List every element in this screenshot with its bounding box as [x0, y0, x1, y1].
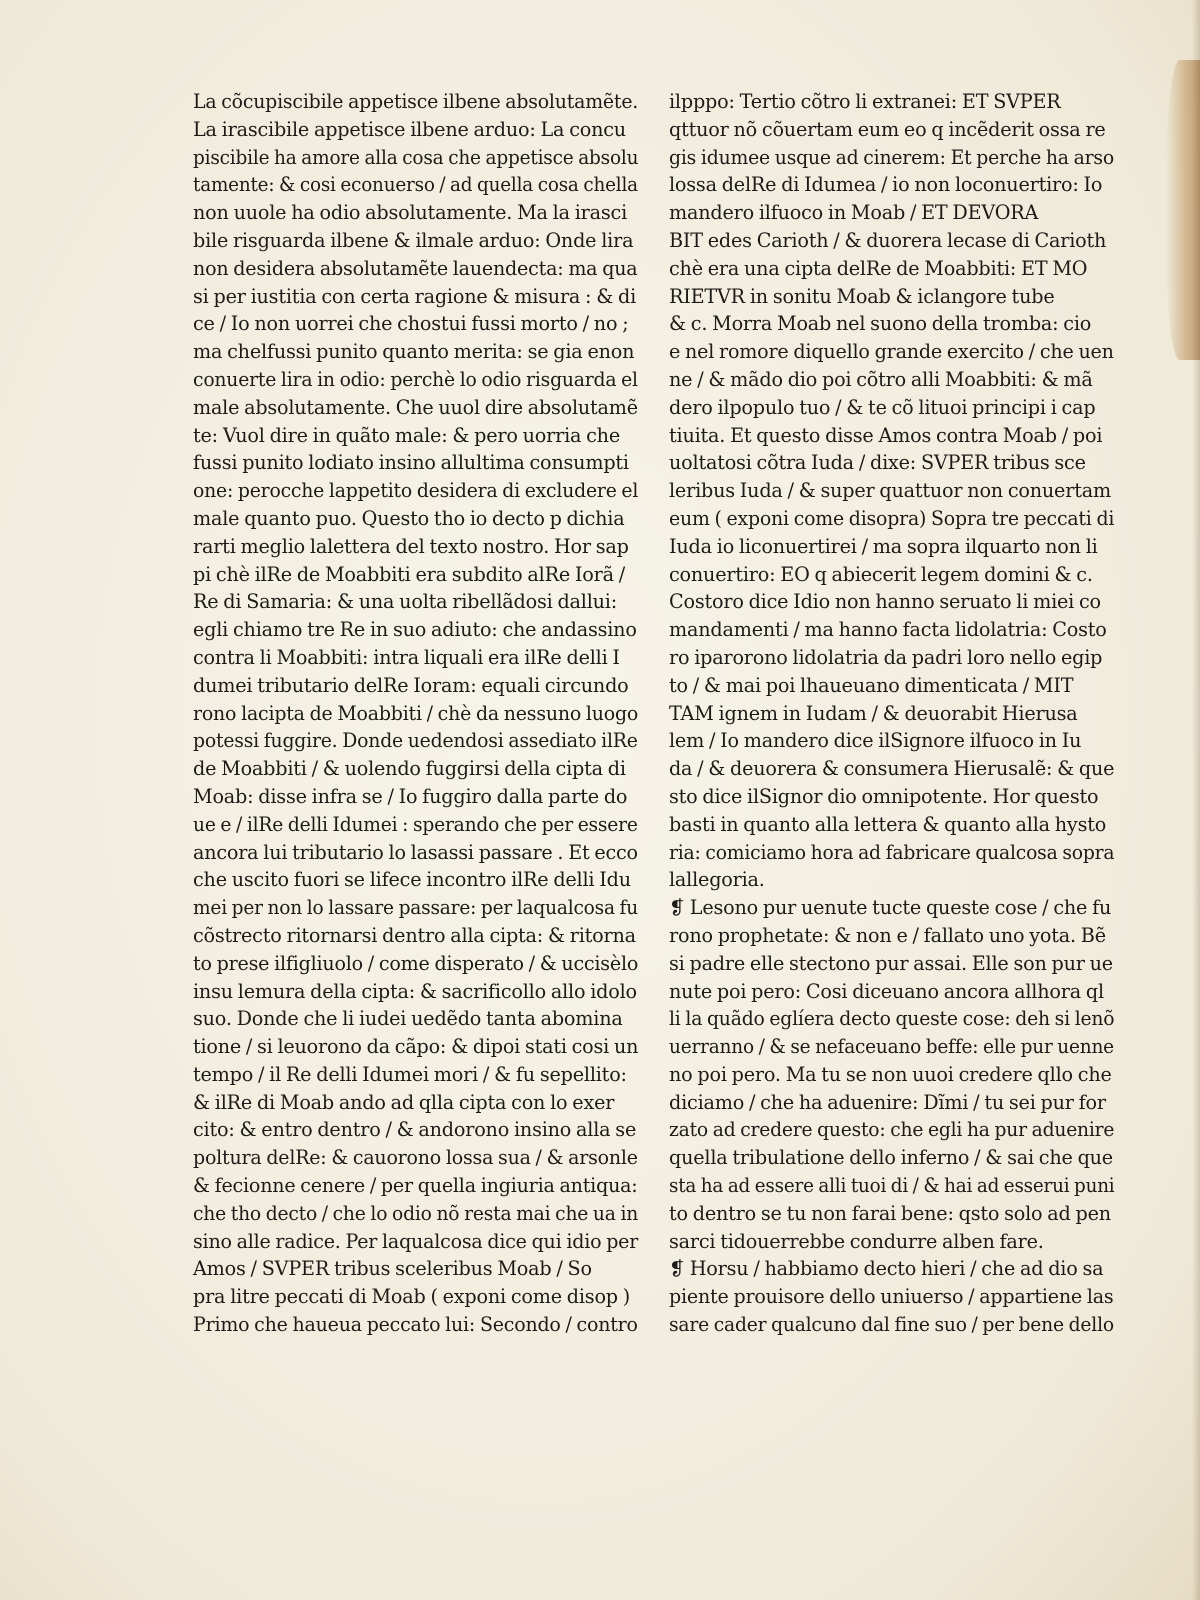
text-line: Amos / SVPER tribus sceleribus Moab / So	[193, 1257, 592, 1281]
text-line: diciamo / che ha aduenire: Dĩmi / tu sei pur for	[669, 1090, 1106, 1114]
text-line: chè era una cipta delRe de Moabbiti: ET MO	[669, 256, 1088, 280]
text-line: piscibile ha amore alla cosa che appetisce absolu	[193, 145, 639, 169]
text-line: tiuita. Et questo disse Amos contra Moab / poi	[669, 423, 1103, 447]
text-line: no poi pero. Ma tu se non uuoi credere qllo che	[669, 1062, 1112, 1086]
text-line: lossa delRe di Idumea / io non loconuertiro: Io	[669, 173, 1103, 197]
text-line: che tho decto / che lo odio nõ resta mai che ua in	[193, 1201, 639, 1225]
text-line: uerranno / & se nefaceuano beffe: elle pur uenne	[669, 1035, 1114, 1059]
text-line: ne / & mãdo dio poi cõtro alli Moabbiti: & mã	[669, 367, 1093, 391]
text-line: Costoro dice Idio non hanno seruato li miei co	[669, 590, 1101, 614]
text-line: ro iparorono lidolatria da padri loro nello egip	[669, 645, 1103, 669]
text-line: ue e / ilRe delli Idumei : sperando che per essere	[193, 812, 638, 836]
text-line: sto dice ilSignor dio omnipotente. Hor questo	[669, 784, 1099, 808]
text-line: RIETVR in sonitu Moab & iclangore tube	[669, 284, 1055, 308]
text-line: li la quãdo eglíera decto queste cose: deh si lenõ	[669, 1007, 1115, 1031]
text-line: de Moabbiti / & uolendo fuggirsi della cipta di	[193, 757, 626, 781]
text-line: eum ( exponi come disopra) Sopra tre peccati di	[669, 506, 1115, 530]
text-line: Moab: disse infra se / Io fuggiro dalla parte do	[193, 784, 628, 808]
text-line: suo. Donde che li iudei uedẽdo tanta abomina	[193, 1007, 623, 1031]
text-line: lallegoria.	[669, 868, 765, 892]
text-line: ilpppo: Tertio cõtro li extranei: ET SVPER	[669, 90, 1061, 113]
text-line: tione / si leuorono da cãpo: & dipoi stati cosi un	[193, 1035, 639, 1059]
text-line: si padre elle stectono pur assai. Elle son pur ue	[669, 951, 1113, 975]
text-line: da / & deuorera & consumera Hierusalẽ: & que	[669, 757, 1115, 781]
text-line: mei per non lo lassare passare: per laqualcosa fu	[193, 896, 639, 920]
text-line: dero ilpopulo tuo / & te cõ lituoi principi i cap	[669, 395, 1096, 419]
right-text-column	[669, 88, 1114, 1339]
text-line: zato ad credere questo: che egli ha pur aduenire	[669, 1118, 1115, 1142]
text-line: tempo / il Re delli Idumei mori / & fu sepellito:	[193, 1062, 627, 1086]
text-line: leribus Iuda / & super quattuor non conuertam	[669, 479, 1111, 503]
text-line: rono lacipta de Moabbiti / chè da nessuno luogo	[193, 701, 639, 725]
text-line: ma chelfussi punito quanto merita: se gia enon	[193, 340, 635, 364]
text-line: bile risguarda ilbene & ilmale arduo: Onde lira	[193, 228, 634, 252]
text-line: tamente: & cosi econuerso / ad quella cosa chella	[193, 173, 638, 197]
text-line: Iuda io liconuertirei / ma sopra ilquarto non li	[669, 534, 1098, 558]
text-line: ce / Io non uorrei che chostui fussi morto / no ;	[193, 312, 629, 336]
left-text-column	[193, 88, 638, 1339]
text-line: BIT edes Carioth / & duorera lecase di Carioth	[669, 228, 1107, 252]
text-line: to dentro se tu non farai bene: qsto solo ad pen	[669, 1201, 1111, 1225]
text-line: si per iustitia con certa ragione & misura : & di	[193, 284, 637, 308]
text-line: male quanto puo. Questo tho io decto p dichia	[193, 506, 625, 530]
text-line: dumei tributario delRe Ioram: equali circundo	[193, 673, 629, 697]
text-line: TAM ignem in Iudam / & deuorabit Hierusa	[669, 701, 1078, 725]
text-line: sino alle radice. Per laqualcosa dice qui idio per	[193, 1229, 639, 1253]
text-line: & c. Morra Moab nel suono della tromba: cio	[669, 312, 1092, 336]
text-line: pi chè ilRe de Moabbiti era subdito alRe Iorã /	[193, 562, 625, 586]
text-line: cõstrecto ritornarsi dentro alla cipta: & ritorna	[193, 923, 636, 947]
text-line: conuerte lira in odio: perchè lo odio risguarda el	[193, 367, 638, 391]
text-line: La cõcupiscibile appetisce ilbene absolutamẽte.	[193, 90, 639, 113]
text-line: conuertiro: EO q abiecerit legem domini & c.	[669, 562, 1093, 586]
text-line: uoltatosi cõtra Iuda / dixe: SVPER tribus sce	[669, 451, 1086, 475]
page-edge-shadow	[1192, 0, 1200, 1600]
text-line: ria: comiciamo hora ad fabricare qualcosa sopra	[669, 840, 1115, 864]
text-line: nute poi pero: Cosi diceuano ancora allhora ql	[669, 979, 1104, 1003]
text-line: qttuor nõ cõuertam eum eo q incẽderit ossa re	[669, 117, 1106, 141]
text-line: insu lemura della cipta: & sacrificollo allo idolo	[193, 979, 637, 1003]
text-line: e nel romore diquello grande exercito / che uen	[669, 340, 1114, 364]
text-line: quella tribulatione dello inferno / & sai che que	[669, 1146, 1113, 1170]
text-line: rono prophetate: & non e / fallato uno yota. Bẽ	[669, 923, 1106, 947]
text-line: potessi fuggire. Donde uedendosi assediato ilRe	[193, 729, 638, 753]
text-line: ancora lui tributario lo lasassi passare . Et ecco	[193, 840, 638, 864]
text-line: Re di Samaria: & una uolta ribellãdosi dallui:	[193, 590, 618, 614]
text-line: Primo che haueua peccato lui: Secondo / contro	[193, 1313, 638, 1337]
text-line: basti in quanto alla lettera & quanto alla hysto	[669, 812, 1107, 836]
text-line: lem / Io mandero dice ilSignore ilfuoco in Iu	[669, 729, 1082, 753]
text-line: non desidera absolutamẽte lauendecta: ma qua	[193, 256, 638, 280]
text-line: piente prouisore dello uniuerso / appartiene las	[669, 1285, 1114, 1309]
text-line: rarti meglio lalettera del texto nostro. Hor sap	[193, 534, 629, 558]
text-line: gis idumee usque ad cinerem: Et perche ha arso	[669, 145, 1114, 169]
text-line: to prese ilfigliuolo / come disperato / & uccisèlo	[193, 951, 639, 975]
text-line: cito: & entro dentro / & andorono insino alla se	[193, 1118, 637, 1142]
text-line: & ilRe di Moab ando ad qlla cipta con lo exer	[193, 1090, 615, 1114]
text-line: one: perocche lappetito desidera di excludere el	[193, 479, 639, 503]
text-line: contra li Moabbiti: intra liquali era ilRe delli I	[193, 645, 620, 669]
text-line: poltura delRe: & cauorono lossa sua / & arsonle	[193, 1146, 638, 1170]
text-line: sarci tidouerrebbe condurre alben fare.	[669, 1229, 1044, 1253]
text-line: to / & mai poi lhaueuano dimenticata / MIT	[669, 673, 1074, 697]
text-line: ❡ Horsu / habbiamo decto hieri / che ad dio sa	[669, 1257, 1104, 1281]
text-line: te: Vuol dire in quãto male: & pero uorria che	[193, 423, 620, 447]
text-line: non uuole ha odio absolutamente. Ma la irasci	[193, 201, 628, 225]
text-line: fussi punito lodiato insino allultima consumpti	[193, 451, 629, 475]
text-line: mandamenti / ma hanno facta lidolatria: Costo	[669, 618, 1107, 642]
text-line: male absolutamente. Che uuol dire absolutamẽ	[193, 395, 638, 419]
text-line: & fecionne cenere / per quella ingiuria antiqua:	[193, 1174, 638, 1198]
text-line: pra litre peccati di Moab ( exponi come disop )	[193, 1285, 631, 1309]
text-line: ❡ Lesono pur uenute tucte queste cose / che fu	[669, 896, 1112, 920]
text-line: sare cader qualcuno dal fine suo / per bene dello	[669, 1313, 1114, 1337]
text-line: egli chiamo tre Re in suo adiuto: che andassino	[193, 618, 637, 642]
text-line: sta ha ad essere alli tuoi di / & hai ad esserui puni	[669, 1174, 1115, 1198]
text-line: che uscito fuori se lifece incontro ilRe delli Idu	[193, 868, 631, 892]
text-line: La irascibile appetisce ilbene arduo: La concu	[193, 117, 626, 141]
text-line: mandero ilfuoco in Moab / ET DEVORA	[669, 201, 1039, 225]
